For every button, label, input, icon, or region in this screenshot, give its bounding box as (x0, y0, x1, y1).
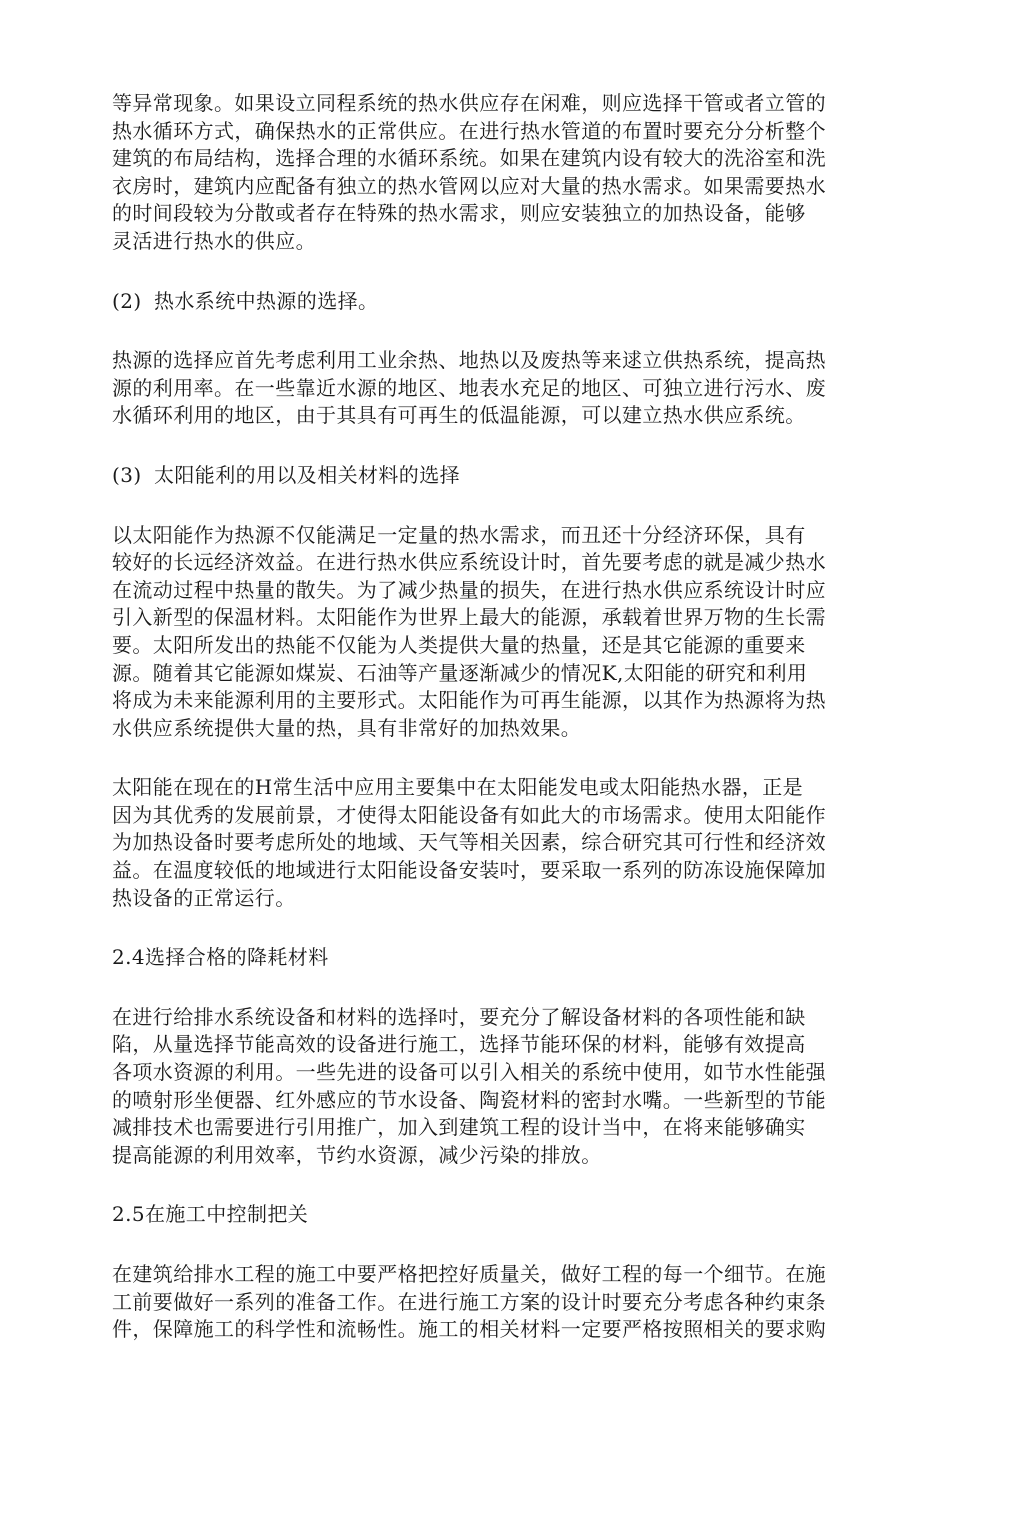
text-line: 建筑的布局结构，选择合理的水循环系统。如果在建筑内设有较大的洗浴室和洗 (112, 146, 826, 171)
heading-text: 热水系统中热源的选择。 (154, 288, 379, 313)
text-line: 各项水资源的利用。一些先进的设备可以引入相关的系统中使用，如节水性能强 (112, 1060, 826, 1085)
text-line: 以太阳能作为热源不仅能满足一定量的热水需求，而丑还十分经济环保，具有 (112, 522, 806, 547)
text-line: 的时间段较为分散或者存在特殊的热水需求，则应安装独立的加热设备，能够 (112, 201, 806, 226)
text-line: 件，保障施工的科学性和流畅性。施工的相关材料一定要严格按照相关的要求购 (112, 1317, 826, 1342)
text-line: 水供应系统提供大量的热，具有非常好的加热效果。 (112, 715, 582, 740)
text-line: 热设备的正常运行。 (112, 885, 296, 910)
paragraph-construction-control (112, 1261, 902, 1344)
text-line: 灵活进行热水的供应。 (112, 228, 316, 253)
heading-text: 太阳能利的用以及相关材料的选择 (154, 462, 460, 487)
heading-number: (2) (112, 288, 142, 313)
text-line: 因为其优秀的发展前景，才使得太阳能设备有如此大的市场需求。使用太阳能作 (112, 802, 826, 827)
text-line: 在建筑给排水工程的施工中要严格把控好质量关，做好工程的每一个细节。在施 (112, 1262, 826, 1286)
paragraph-solar-applications (112, 774, 902, 912)
text-line: 工前要做好一系列的准备工作。在进行施工方案的设计时要充分考虑各种约束条 (112, 1289, 826, 1314)
paragraph-hot-water-circulation (112, 90, 902, 256)
text-line: 太阳能在现在的H常生活中应用主要集中在太阳能发电或太阳能热水器，正是 (112, 775, 804, 800)
text-line: 要。太阳所发出的热能不仅能为人类提供大量的热量，还是其它能源的重要来 (112, 632, 806, 657)
text-line: 提高能源的利用效率，节约水资源，减少污染的排放。 (112, 1142, 602, 1167)
text-line: 将成为未来能源利用的主要形式。太阳能作为可再生能源，以其作为热源将为热 (112, 688, 826, 713)
text-line: 等异常现象。如果设立同程系统的热水供应存在闲难，则应选择干管或者立管的 (112, 91, 826, 115)
paragraph-heat-source (112, 347, 902, 430)
paragraph-solar-energy (112, 522, 902, 743)
text-line: 陷，从量选择节能高效的设备进行施工，选择节能环保的材料，能够有效提高 (112, 1032, 806, 1057)
text-line: 源。随着其它能源如煤炭、石油等产量逐渐减少的情况K,太阳能的研究和利用 (112, 660, 808, 685)
text-line: 衣房时，建筑内应配备有独立的热水管网以应对大量的热水需求。如果需要热水 (112, 173, 826, 198)
text-line: 益。在温度较低的地域进行太阳能设备安装吋，要采取一系列的防冻设施保障加 (112, 858, 826, 883)
text-line: 在进行给排水系统设备和材料的选择吋，要充分了解设备材料的各项性能和缺 (112, 1004, 806, 1029)
text-line: 为加热设备时要考虑所处的地域、天气等相关因素，综合研究其可行性和经济效 (112, 830, 826, 855)
section-heading-2-4: 2.4选择合格的降耗材料 (112, 945, 329, 970)
section-heading-solar (112, 462, 902, 490)
text-line: 减排技术也需要进行引用推广，加入到建筑工程的设计当中，在将来能够确实 (112, 1115, 806, 1140)
text-line: 在流动过程中热量的散失。为了减少热量的损失，在进行热水供应系统设计时应 (112, 577, 826, 602)
text-line: 水循环利用的地区，由于其具有可再生的低温能源，可以建立热水供应系统。 (112, 403, 806, 428)
document-page (112, 90, 902, 1344)
text-line: 较好的长远经济效益。在进行热水供应系统设计时，首先要考虑的就是减少热水 (112, 550, 826, 575)
text-line: 源的利用率。在一些靠近水源的地区、地表水充足的地区、可独立进行污水、废 (112, 375, 826, 400)
text-line: 热源的选择应首先考虑利用工业余热、地热以及废热等来逑立供热系统，提高热 (112, 348, 826, 373)
heading-number: (3) (112, 462, 142, 487)
text-line: 引入新型的保温材料。太阳能作为世界上最大的能源，承载着世界万物的生长需 (112, 605, 826, 630)
text-line: 热水循环方式，确保热水的正常供应。在进行热水管道的布置时要充分分析整个 (112, 118, 826, 143)
text-line: 的喷射形坐便器、红外感应的节水设备、陶瓷材料的密封水嘴。一些新型的节能 (112, 1087, 826, 1112)
section-heading-2-5: 2.5在施工中控制把关 (112, 1202, 309, 1227)
section-heading-heat-source (112, 288, 902, 316)
paragraph-materials (112, 1004, 902, 1170)
